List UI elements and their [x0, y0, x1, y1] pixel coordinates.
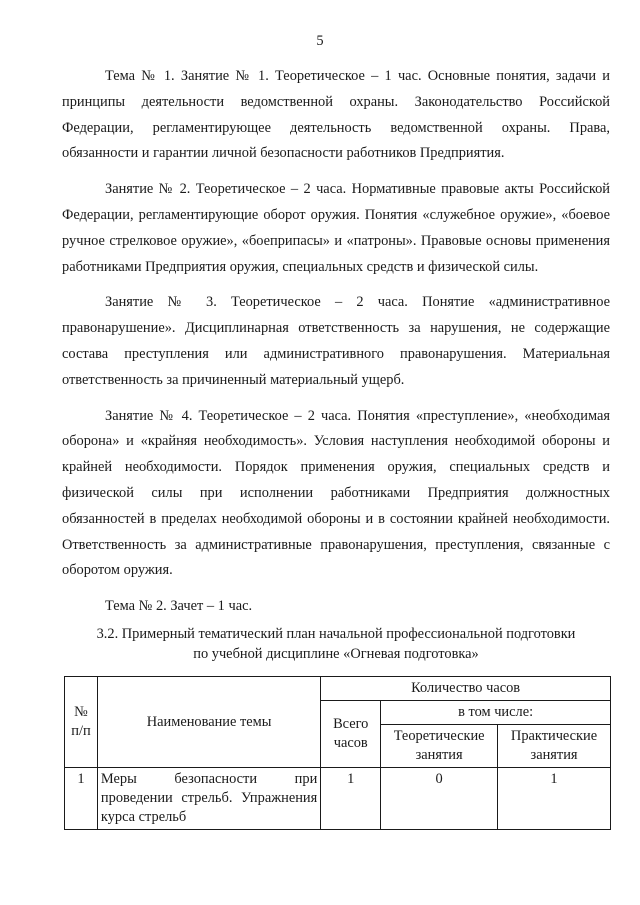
row-num: 1	[65, 768, 98, 830]
row-total: 1	[321, 768, 381, 830]
row-theory: 0	[381, 768, 498, 830]
table-header-row	[65, 677, 611, 701]
body-text	[62, 64, 610, 630]
paragraph-lesson-2: Занятие № 2. Теоретическое – 2 часа. Нормативные правовые акты Российской Федерации, регламентирующие оборот оружия. Понятия «служебное оружие», «боевое ручное стрелковое оружие», «боеприпасы» и «патроны». Правовые основы применения работниками Предприятия оружия, специальных средств и физической силы.	[62, 181, 610, 275]
row-practice: 1	[498, 768, 611, 830]
paragraph-topic-1-lesson-1: Тема № 1. Занятие № 1. Теоретическое – 1 час. Основные понятия, задачи и принципы деятельности ведомственной охраны. Законодательство Российской Федерации, регламентирующее деятельность ведомственной охраны. Права, обязанности и гарантии личной безопасности работников Предприятия.	[62, 68, 610, 162]
header-hours: Количество часов	[321, 677, 611, 701]
section-heading-line-1: 3.2. Примерный тематический план начальной профессиональной подготовки	[96, 626, 576, 642]
row-theme: Меры безопасности при проведении стрельб. Упражнения курса стрельб	[97, 768, 320, 830]
header-theory: Теоретические занятия	[381, 725, 498, 768]
table-row	[65, 768, 611, 830]
page-number: 5	[316, 33, 324, 49]
header-including: в том числе:	[381, 701, 611, 725]
section-heading-line-2: по учебной дисциплине «Огневая подготовка»	[193, 646, 479, 662]
header-num: № п/п	[65, 677, 98, 768]
paragraph-lesson-4: Занятие № 4. Теоретическое – 2 часа. Понятия «преступление», «необходимая оборона» и «крайняя необходимость». Условия наступления необходимой обороны и крайней необходимости. Порядок применения оружия, специальных средств и физической силы при исполнении работниками Предприятия должностных обязанностей в пределах необходимой обороны и в состоянии крайней необходимости. Ответственность за административные правонарушения, преступления, связанные с оборотом оружия.	[62, 407, 610, 579]
section-heading	[62, 624, 610, 664]
paragraph-topic-2: Тема № 2. Зачет – 1 час.	[105, 598, 253, 615]
header-total: Всего часов	[321, 701, 381, 768]
header-theme: Наименование темы	[97, 677, 320, 768]
thematic-plan-table	[64, 676, 611, 830]
paragraph-lesson-3: Занятие № 3. Теоретическое – 2 часа. Понятие «административное правонарушение». Дисциплинарная ответственность за нарушения, не содержащие состава преступления или административного правонарушения. Материальная ответственность за причиненный материальный ущерб.	[62, 294, 610, 388]
header-practice: Практические занятия	[498, 725, 611, 768]
